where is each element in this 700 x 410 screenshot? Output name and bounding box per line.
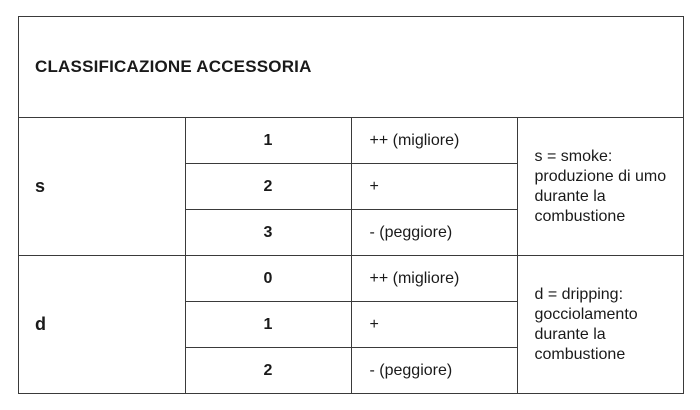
level-value: 1 [185,302,351,348]
table-title: CLASSIFICAZIONE ACCESSORIA [19,17,683,118]
grade-value: + [351,164,517,210]
description-d: d = dripping: gocciolamento durante la combustione [517,256,683,394]
grade-value: + [351,302,517,348]
grade-value: - (peggiore) [351,348,517,394]
level-value: 2 [185,164,351,210]
description-s: s = smoke: produzione di umo durante la combustione [517,118,683,256]
table-row [19,256,683,302]
level-value: 3 [185,210,351,256]
level-value: 2 [185,348,351,394]
grade-value: ++ (migliore) [351,118,517,164]
level-value: 0 [185,256,351,302]
category-label-d: d [19,256,185,394]
level-value: 1 [185,118,351,164]
category-label-s: s [19,118,185,256]
classification-table [18,16,684,394]
table-row [19,118,683,164]
grade-value: - (peggiore) [351,210,517,256]
grade-value: ++ (migliore) [351,256,517,302]
